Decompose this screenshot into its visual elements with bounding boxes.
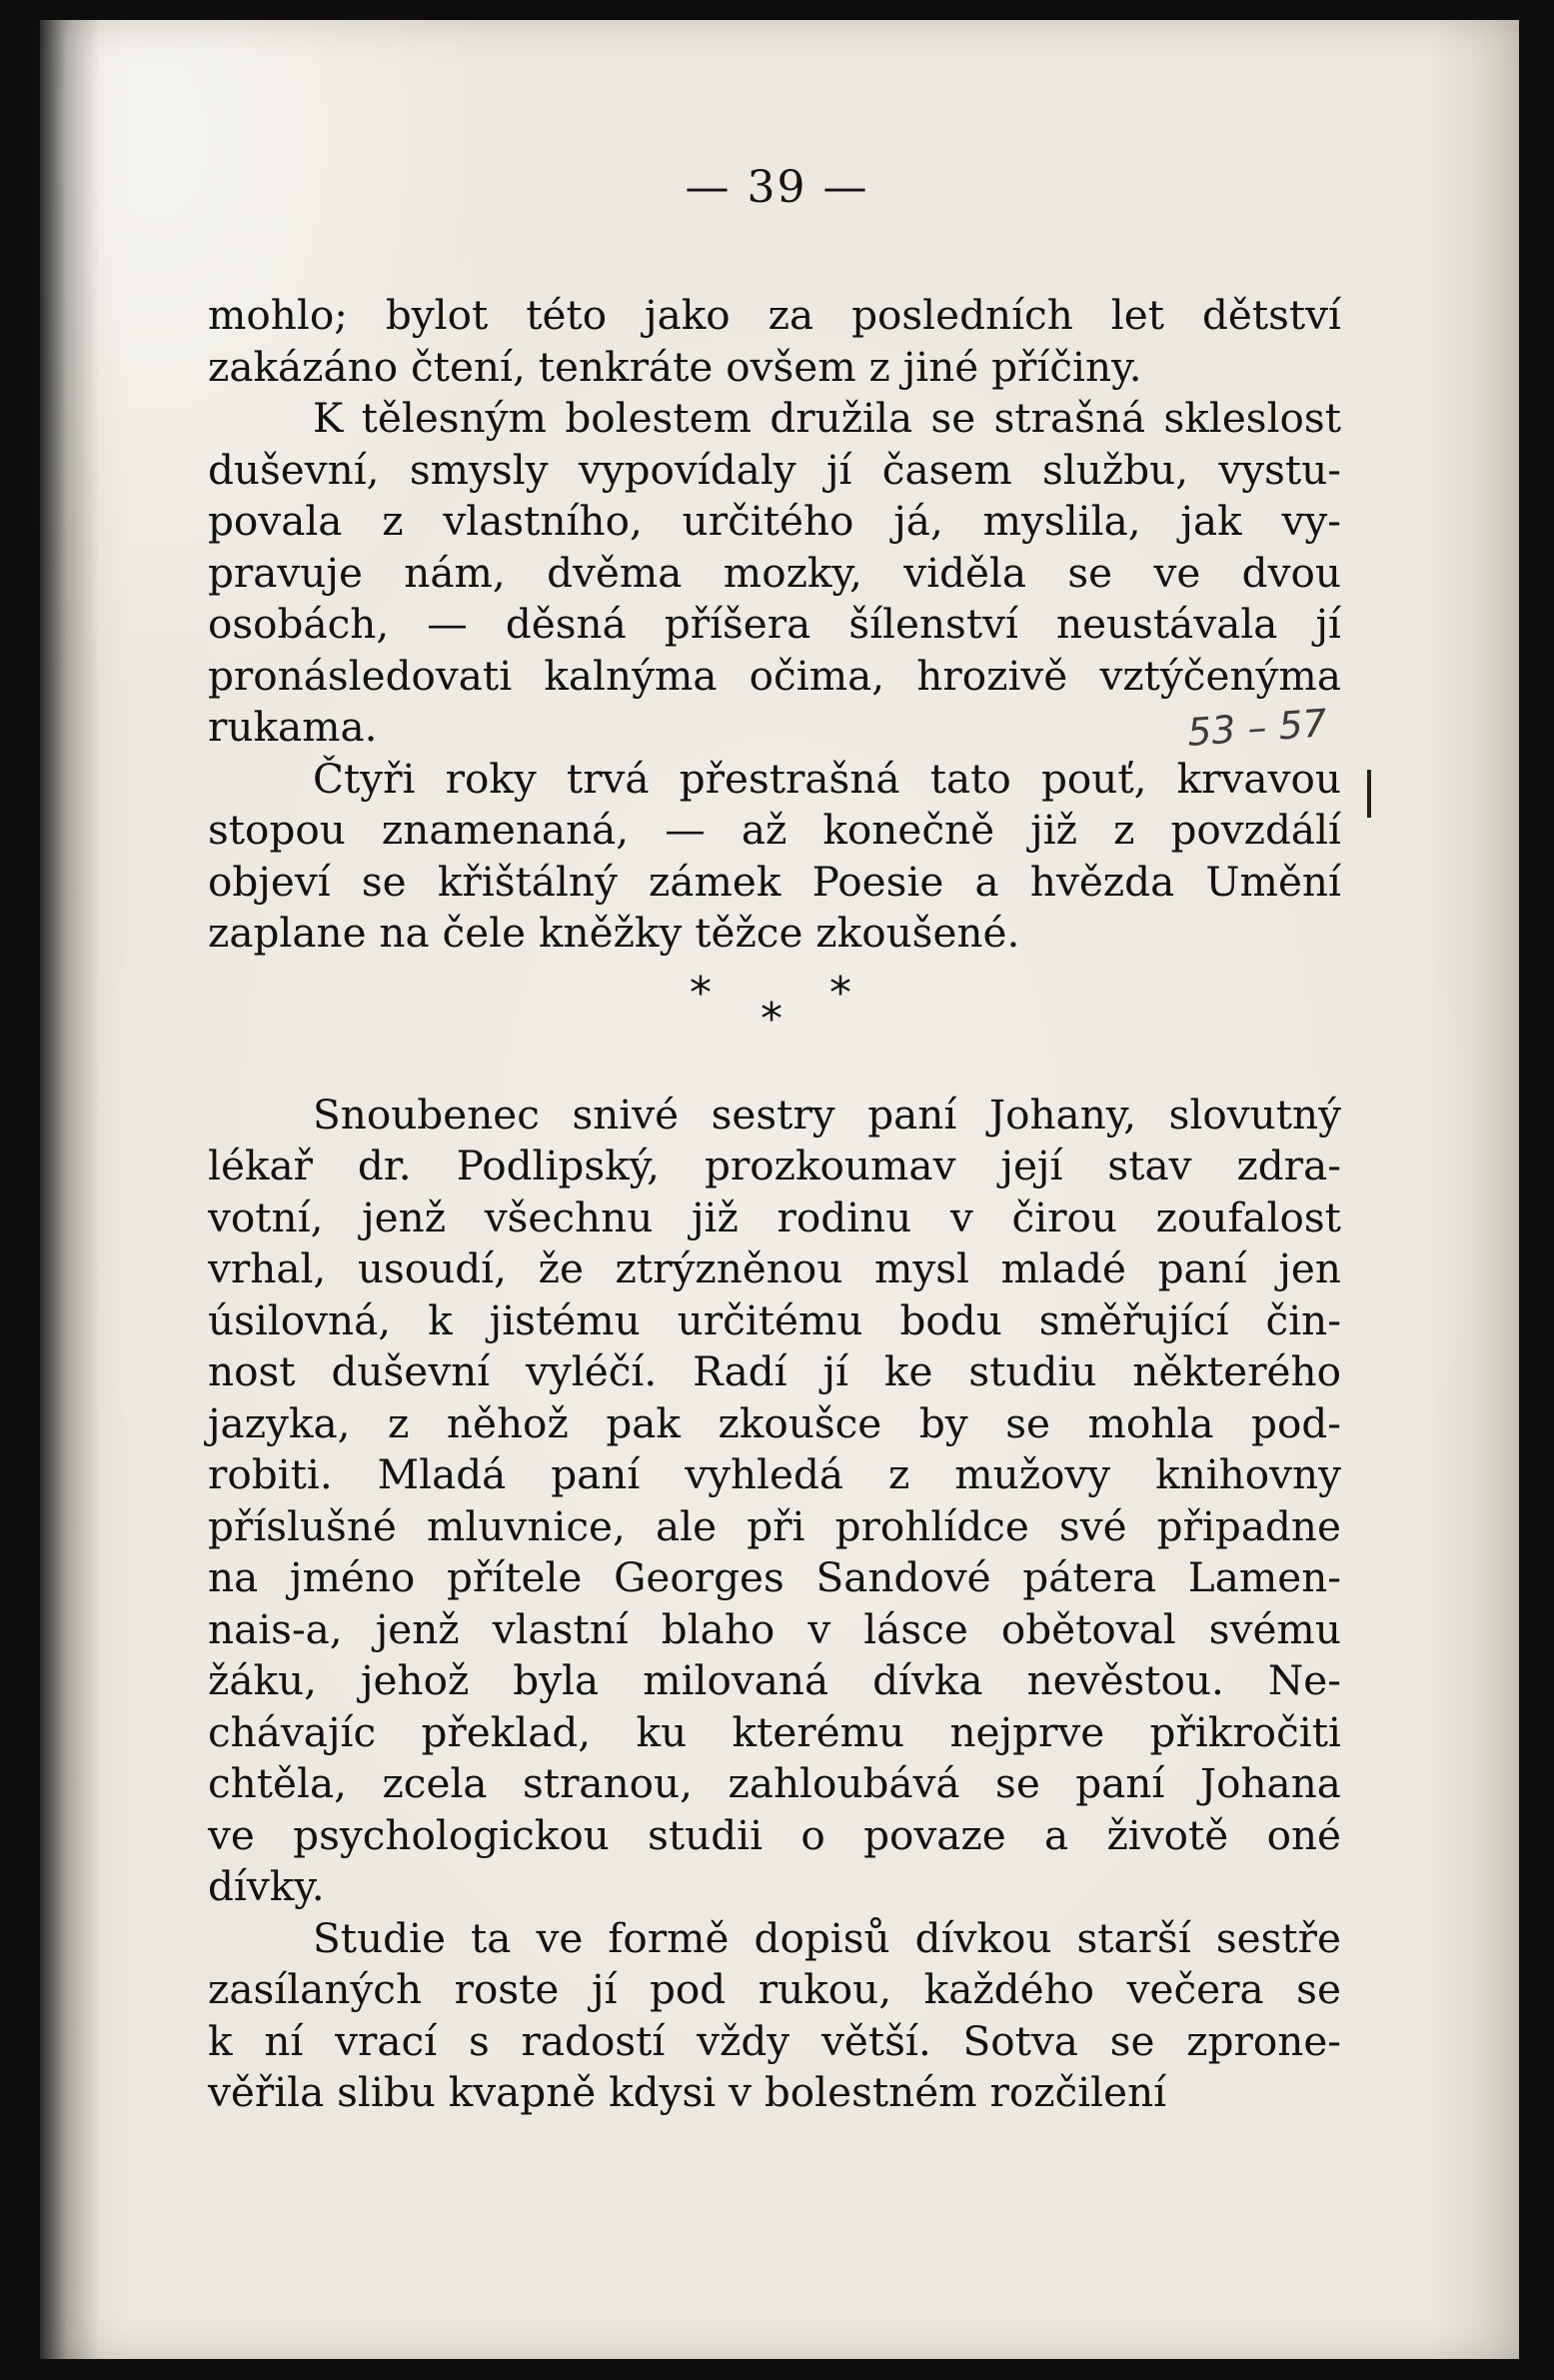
text-line: K tělesným bolestem družila se strašná skleslost: [313, 394, 1341, 442]
text-line: dívky.: [208, 1862, 325, 1910]
text-line: na jméno přítele Georges Sandové pátera Lamen-: [208, 1553, 1341, 1601]
separator-star: *: [690, 967, 712, 1019]
text-line: pravuje nám, dvěma mozky, viděla se ve dvou: [208, 548, 1341, 597]
separator-star: *: [761, 993, 782, 1045]
text-line: rukama.: [208, 703, 378, 751]
text-line: k ní vrací s radostí vždy větší. Sotva se zprone-: [208, 2016, 1341, 2065]
text-line: Čtyři roky trvá přestrašná tato pouť, krvavou: [313, 754, 1341, 803]
page-number: — 39 —: [685, 162, 869, 213]
text-line: zasílaných roste jí pod rukou, každého večera se: [208, 1965, 1341, 2013]
text-line: chávajíc překlad, ku kterému nejprve přikročiti: [208, 1707, 1341, 1756]
margin-mark: [1367, 770, 1371, 818]
text-line: nais-a, jenž vlastní blaho v lásce obětoval svému: [208, 1604, 1341, 1653]
text-line: úsilovná, k jistému určitému bodu směřující čin-: [208, 1295, 1341, 1344]
text-line: Studie ta ve formě dopisů dívkou starší sestře: [313, 1913, 1341, 1962]
text-line: mohlo; bylot této jako za posledních let dětství: [208, 291, 1341, 339]
text-line: zaplane na čele kněžky těžce zkoušené.: [208, 909, 1020, 957]
paragraph: [208, 754, 1341, 960]
text-line: pronásledovati kalnýma očima, hrozivě vztýčenýma: [208, 651, 1341, 700]
text-line: stopou znamenaná, — až konečně již z povzdálí: [208, 806, 1341, 854]
text-line: vrhal, usoudí, že ztrýzněnou mysl mladé paní jen: [208, 1244, 1341, 1292]
paragraph: [208, 1913, 1341, 2119]
text-line: objeví se křištálný zámek Poesie a hvězda Umění: [208, 857, 1341, 906]
text-line: robiti. Mladá paní vyhledá z mužovy knihovny: [208, 1450, 1341, 1498]
text-line: ve psychologickou studii o povaze a životě oné: [208, 1810, 1341, 1859]
text-line: duševní, smysly vypovídaly jí časem službu, vystu-: [208, 445, 1341, 494]
paragraph: [208, 393, 1341, 754]
text-line: votní, jenž všechnu již rodinu v čirou zoufalost: [208, 1192, 1341, 1241]
text-line: chtěla, zcela stranou, zahloubává se paní Johana: [208, 1759, 1341, 1807]
text-line: zakázáno čtení, tenkráte ovšem z jiné příčiny.: [208, 342, 1142, 391]
body-text: [208, 290, 1341, 2119]
pencil-annotation: 53 – 57: [1185, 701, 1329, 755]
text-line: lékař dr. Podlipský, prozkoumav její stav zdra-: [208, 1142, 1341, 1190]
text-line: příslušné mluvnice, ale při prohlídce své připadne: [208, 1501, 1341, 1550]
separator-star: *: [829, 967, 851, 1019]
text-line: jazyka, z něhož pak zkoušce by se mohla pod-: [208, 1398, 1341, 1447]
paragraph: [208, 290, 1341, 393]
paragraph: [208, 1090, 1341, 1913]
text-line: nost duševní vyléčí. Radí jí ke studiu některého: [208, 1347, 1341, 1395]
text-line: žáku, jehož byla milovaná dívka nevěstou. Ne-: [208, 1656, 1341, 1704]
text-line: Snoubenec snivé sestry paní Johany, slovutný: [313, 1090, 1341, 1139]
section-separator: [208, 960, 1341, 1090]
text-line: povala z vlastního, určitého já, myslila, jak vy-: [208, 497, 1341, 545]
binding-shadow: [40, 20, 100, 2359]
section-bottom: [208, 1090, 1341, 2119]
text-line: osobách, — děsná příšera šílenství neustávala jí: [208, 600, 1341, 648]
section-top: [208, 290, 1341, 960]
text-line: věřila slibu kvapně kdysi v bolestném rozčilení: [208, 2068, 1167, 2116]
